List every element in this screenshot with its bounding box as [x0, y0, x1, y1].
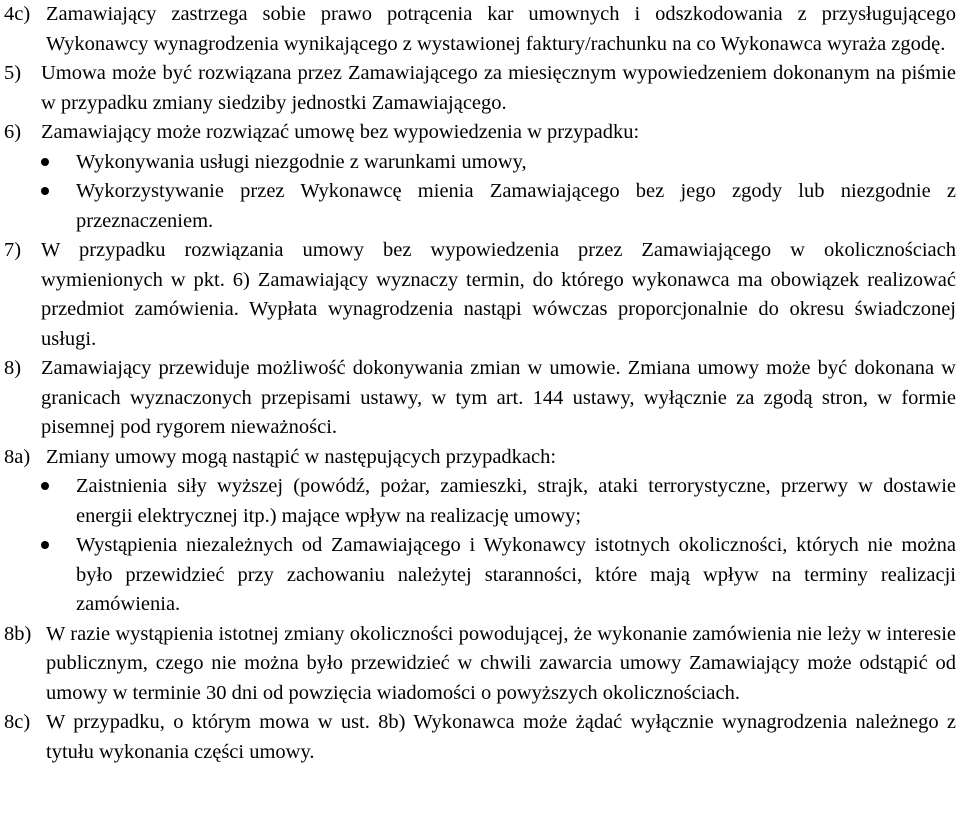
paragraph-number: 7) [4, 239, 22, 261]
bullet-text: Zaistnienia siły wyższej (powódź, pożar, zamieszki, strajk, ataki terrorystyczne, przerwy w dostawie energii elektrycznej itp.) mające wpływ na realizację umowy; [76, 475, 956, 527]
paragraph-number: 5) [4, 62, 22, 84]
bullet-icon [41, 158, 49, 166]
paragraph-number: 8a) [4, 445, 31, 468]
paragraph-8a [4, 443, 956, 473]
paragraph-text: W przypadku rozwiązania umowy bez wypowiedzenia przez Zamawiającego w okolicznościach wymienionych w pkt. 6) Zamawiający wyznaczy termin, do którego wykonawca ma obowiązek realizować przedmiot zamówienia. Wypłata wynagrodzenia nastąpi wówczas proporcjonalnie do okresu świadczonej usługi. [41, 239, 956, 350]
paragraph-8b [4, 620, 956, 709]
paragraph-7 [4, 236, 956, 354]
paragraph-6 [4, 118, 956, 148]
paragraph-number: 8) [4, 357, 22, 379]
paragraph-text: Zmiany umowy mogą nastąpić w następujących przypadkach: [46, 445, 557, 468]
bullet-item [4, 177, 956, 236]
bullet-icon [41, 541, 49, 549]
bullet-text: Wykonywania usługi niezgodnie z warunkami umowy, [76, 150, 527, 173]
paragraph-number: 6) [4, 121, 22, 143]
paragraph-number: 4c) [4, 3, 31, 25]
paragraph-number: 8c) [4, 711, 31, 733]
bullet-text: Wykorzystywanie przez Wykonawcę mienia Zamawiającego bez jego zgody lub niezgodnie z przeznaczeniem. [76, 180, 956, 232]
paragraph-text: Zamawiający może rozwiązać umowę bez wypowiedzenia w przypadku: [41, 121, 640, 143]
paragraph-8c [4, 708, 956, 767]
paragraph-8 [4, 354, 956, 443]
paragraph-text: Zamawiający zastrzega sobie prawo potrącenia kar umownych i odszkodowania z przysługującego Wykonawcy wynagrodzenia wynikającego z wystawionej faktury/rachunku na co Wykonawca wyraża zgodę. [46, 3, 956, 55]
bullet-item [4, 531, 956, 620]
paragraph-text: Zamawiający przewiduje możliwość dokonywania zmian w umowie. Zmiana umowy może być dokonana w granicach wyznaczonych przepisami ustawy, w tym art. 144 ustawy, wyłącznie za zgodą stron, w formie pisemnej pod rygorem nieważności. [41, 357, 956, 438]
paragraph-text: W przypadku, o którym mowa w ust. 8b) Wykonawca może żądać wyłącznie wynagrodzenia należnego z tytułu wykonania części umowy. [46, 711, 956, 763]
paragraph-4c [4, 0, 956, 59]
paragraph-number: 8b) [4, 622, 32, 645]
paragraph-5 [4, 59, 956, 118]
bullet-item [4, 148, 956, 178]
bullet-icon [41, 187, 49, 195]
bullet-item [4, 472, 956, 531]
bullet-icon [41, 482, 49, 490]
paragraph-text: Umowa może być rozwiązana przez Zamawiającego za miesięcznym wypowiedzeniem dokonanym na piśmie w przypadku zmiany siedziby jednostki Zamawiającego. [41, 62, 956, 114]
bullet-text: Wystąpienia niezależnych od Zamawiającego i Wykonawcy istotnych okoliczności, których nie można było przewidzieć przy zachowaniu należytej staranności, które mają wpływ na terminy realizacji zamówienia. [76, 534, 956, 615]
paragraph-text: W razie wystąpienia istotnej zmiany okoliczności powodującej, że wykonanie zamówienia nie leży w interesie publicznym, czego nie można było przewidzieć w chwili zawarcia umowy Zamawiający może odstąpić od umowy w terminie 30 dni od powzięcia wiadomości o powyższych okolicznościach. [46, 622, 956, 704]
